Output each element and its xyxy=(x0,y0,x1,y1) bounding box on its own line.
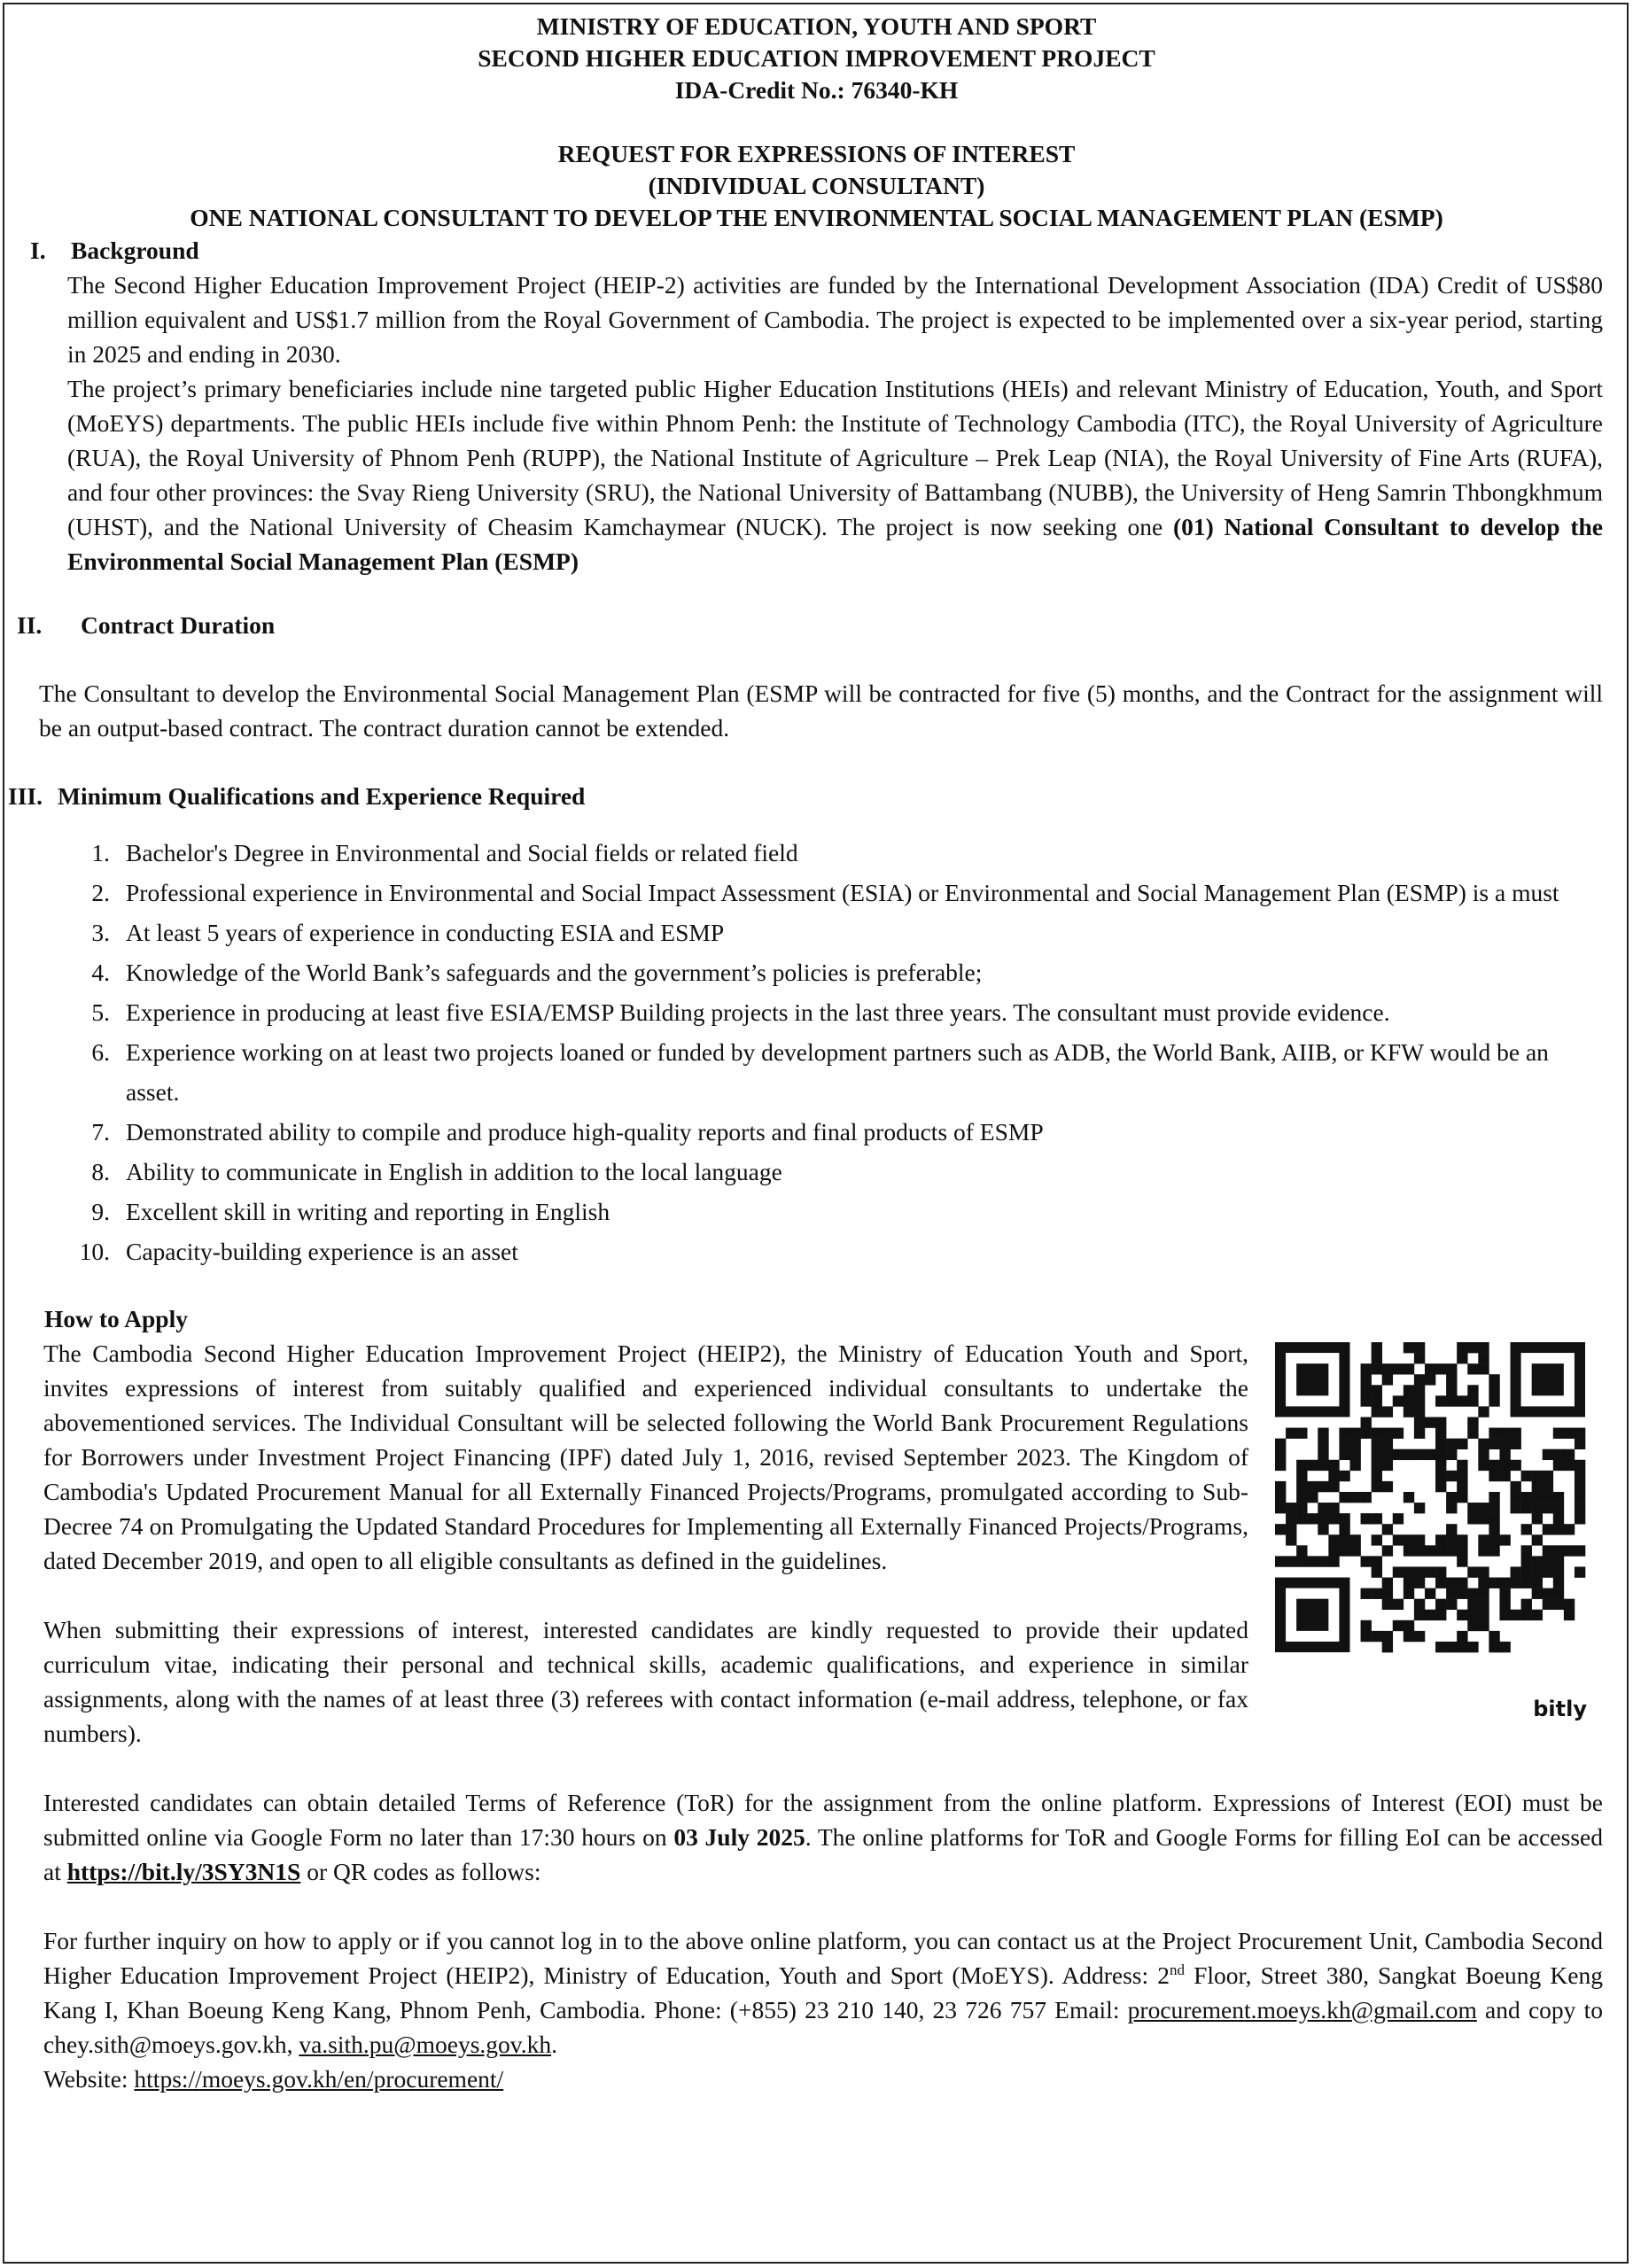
apply-paragraph-3: Interested candidates can obtain detailed Terms of Reference (ToR) for the assignment from the online platform. Expressions of Interest (EOI) must be submitted online via Google Form no later than 17:30 hours on 03 July 2025. The online platforms for ToR and Google Forms for filling EoI can be accessed at https://bit.ly/3SY3N1S or QR codes as follows: xyxy=(43,1789,1603,1885)
list-item: 9. Excellent skill in writing and reporting in English xyxy=(91,1198,610,1225)
background-paragraph-2-bold: (01) National Consultant to develop the Environmental Social Management Plan (ESMP) xyxy=(67,513,1603,575)
deadline-date: 03 July 2025 xyxy=(673,1823,805,1851)
project-name: SECOND HIGHER EDUCATION IMPROVEMENT PROJECT xyxy=(478,44,1155,72)
apply-paragraph-1: The Cambodia Second Higher Education Improvement Project (HEIP2), the Ministry of Education Youth and Sport, invites expressions of interest from suitably qualified and experienced individual consultants to undertake the abovementioned services. The Individual Consultant will be selected following the World Bank Procurement Regulations for Borrowers under Investment Project Financing (IPF) dated July 1, 2016, revised September 2023. The Kingdom of Cambodia's Updated Procurement Manual for all Externally Financed Projects/Programs, promulgated according to Sub-Decree 74 on Promulgating the Updated Standard Procedures for Implementing all Externally Financed Projects/Programs, dated December 2019, and open to all eligible consultants as defined in the guidelines. xyxy=(43,1340,1248,1574)
section-title-text: Contract Duration xyxy=(81,611,276,639)
tor-link[interactable]: https://bit.ly/3SY3N1S xyxy=(66,1858,301,1885)
section-background-title xyxy=(30,233,1603,268)
list-item: 3. At least 5 years of experience in conducting ESIA and ESMP xyxy=(91,919,725,946)
qr-code-icon[interactable] xyxy=(1270,1337,1599,1722)
consultant-type: (INDIVIDUAL CONSULTANT) xyxy=(648,172,985,199)
list-item: 6. Experience working on at least two projects loaned or funded by development partners such as ADB, the World Bank, AIIB, or KFW would be an asset. xyxy=(91,1038,1549,1106)
section-number: III. xyxy=(8,782,43,810)
apply-paragraph-4: For further inquiry on how to apply or if you cannot log in to the above online platform, you can contact us at the Project Procurement Unit, Cambodia Second Higher Education Improvement Project (HEIP2), Ministry of Education, Youth and Sport (MoEYS). Address: 2nd Floor, Street 380, Sangkat Boeung Keng Kang I, Khan Boeung Keng Kang, Phnom Penh, Cambodia. Phone: (+855) 23 210 140, 23 726 757 Email: procurement.moeys.kh@gmail.com and copy to chey.sith@moeys.gov.kh, va.sith.pu@moeys.gov.kh. Website: https://moeys.gov.kh/en/procurement/ xyxy=(43,1927,1603,2093)
website-label: Website: xyxy=(43,2065,135,2093)
section-title-text: Background xyxy=(71,237,199,264)
website-link[interactable]: https://moeys.gov.kh/en/procurement/ xyxy=(134,2065,504,2093)
apply-paragraph-2: When submitting their expressions of interest, interested candidates are kindly requested to provide their updated curriculum vitae, indicating their personal and technical skills, academic qualifications, and experience in similar assignments, along with the names of at least three (3) referees with contact information (e-mail address, telephone, or fax numbers). xyxy=(43,1616,1248,1747)
qualifications-list xyxy=(30,833,1603,1271)
background-paragraph-2-text: The project’s primary beneficiaries include nine targeted public Higher Education Institutions (HEIs) and relevant Ministry of Education, Youth, and Sport (MoEYS) departments. The public HEIs include five within Phnom Penh: the Institute of Technology Cambodia (ITC), the Royal University of Agriculture (RUA), the Royal University of Phnom Penh (RUPP), the National Institute of Agriculture – Prek Leap (NIA), the Royal University of Fine Arts (RUFA), and four other provinces: the Svay Rieng University (SRU), the National University of Battambang (NUBB), the University of Heng Samrin Thbongkhmum (UHST), and the National University of Cheasim Kamchaymear (NUCK). The project is now seeking one xyxy=(67,375,1603,540)
list-item: 5. Experience in producing at least five ESIA/EMSP Building projects in the last three years. The consultant must provide evidence. xyxy=(91,998,1390,1026)
how-to-apply-section xyxy=(44,1301,1603,1751)
background-paragraph-2 xyxy=(67,371,1603,579)
section-title-text: Minimum Qualifications and Experience Required xyxy=(58,782,586,810)
section-qualifications-title xyxy=(8,779,1603,813)
document-header xyxy=(30,11,1603,234)
background-paragraph-1: The Second Higher Education Improvement Project (HEIP-2) activities are funded by the International Development Association (IDA) Credit of US$80 million equivalent and US$1.7 million from the Royal Government of Cambodia. The project is expected to be implemented over a six-year period, starting in 2025 and ending in 2030. xyxy=(67,271,1603,368)
ministry-name: MINISTRY OF EDUCATION, YOUTH AND SPORT xyxy=(536,12,1097,40)
assignment-title: ONE NATIONAL CONSULTANT TO DEVELOP THE ENVIRONMENTAL SOCIAL MANAGEMENT PLAN (ESMP) xyxy=(190,204,1443,231)
qr-caption: bitly xyxy=(1533,1697,1587,1721)
section-number: II. xyxy=(17,611,43,639)
list-item: 2. Professional experience in Environmental and Social Impact Assessment (ESIA) or Environmental and Social Management Plan (ESMP) is a must xyxy=(91,879,1559,906)
procurement-email-link[interactable]: procurement.moeys.kh@gmail.com xyxy=(1127,1996,1477,2023)
list-item: 4. Knowledge of the World Bank’s safeguards and the government’s policies is preferable; xyxy=(91,959,983,986)
section-number: I. xyxy=(30,237,46,264)
copy-email-link[interactable]: va.sith.pu@moeys.gov.kh xyxy=(299,2031,552,2058)
contract-paragraph: The Consultant to develop the Environmental Social Management Plan (ESMP will be contracted for five (5) months, and the Contract for the assignment will be an output-based contract. The contract duration cannot be extended. xyxy=(39,680,1603,742)
eoi-document xyxy=(8,11,1603,2096)
list-item: 8. Ability to communicate in English in addition to the local language xyxy=(91,1158,782,1185)
request-title: REQUEST FOR EXPRESSIONS OF INTEREST xyxy=(557,140,1076,167)
list-item: 10. Capacity-building experience is an asset xyxy=(79,1238,518,1265)
credit-number: IDA-Credit No.: 76340-KH xyxy=(674,76,959,104)
list-item: 7. Demonstrated ability to compile and produce high-quality reports and final products of ESMP xyxy=(91,1118,1044,1146)
list-item: 1. Bachelor's Degree in Environmental and Social fields or related field xyxy=(91,839,798,866)
how-to-apply-title: How to Apply xyxy=(44,1305,188,1332)
section-contract-title xyxy=(17,608,1603,642)
